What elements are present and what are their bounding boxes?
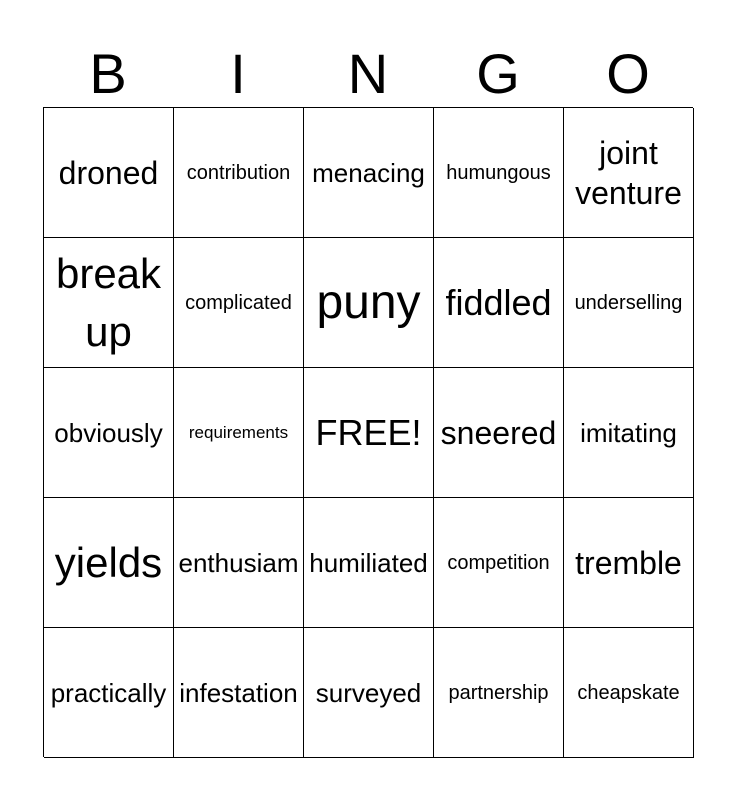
bingo-cell[interactable]: underselling bbox=[564, 238, 694, 368]
bingo-cell[interactable]: obviously bbox=[44, 368, 174, 498]
free-space-cell[interactable]: FREE! bbox=[304, 368, 434, 498]
bingo-cell[interactable]: infestation bbox=[174, 628, 304, 758]
bingo-cell[interactable]: partnership bbox=[434, 628, 564, 758]
header-letter-n: N bbox=[347, 42, 389, 105]
header-letter-g: G bbox=[476, 42, 520, 105]
bingo-cell[interactable]: complicated bbox=[174, 238, 304, 368]
bingo-header bbox=[43, 40, 693, 108]
bingo-cell[interactable]: humungous bbox=[434, 108, 564, 238]
bingo-cell[interactable]: practically bbox=[44, 628, 174, 758]
bingo-cell[interactable]: cheapskate bbox=[564, 628, 694, 758]
bingo-cell[interactable]: sneered bbox=[434, 368, 564, 498]
bingo-cell[interactable]: fiddled bbox=[434, 238, 564, 368]
bingo-grid bbox=[43, 107, 693, 757]
bingo-cell[interactable]: surveyed bbox=[304, 628, 434, 758]
bingo-cell[interactable]: enthusiam bbox=[174, 498, 304, 628]
header-letter-o: O bbox=[606, 42, 650, 105]
bingo-cell[interactable]: droned bbox=[44, 108, 174, 238]
bingo-cell[interactable]: contribution bbox=[174, 108, 304, 238]
bingo-cell[interactable]: menacing bbox=[304, 108, 434, 238]
bingo-cell[interactable]: imitating bbox=[564, 368, 694, 498]
header-letter-i: I bbox=[230, 42, 246, 105]
bingo-cell[interactable]: tremble bbox=[564, 498, 694, 628]
bingo-cell[interactable]: humiliated bbox=[304, 498, 434, 628]
bingo-cell[interactable]: requirements bbox=[174, 368, 304, 498]
bingo-cell[interactable]: yields bbox=[44, 498, 174, 628]
bingo-cell[interactable]: competition bbox=[434, 498, 564, 628]
bingo-cell[interactable]: break up bbox=[44, 238, 174, 368]
bingo-cell[interactable]: joint venture bbox=[564, 108, 694, 238]
header-letter-b: B bbox=[89, 42, 127, 105]
bingo-cell[interactable]: puny bbox=[304, 238, 434, 368]
